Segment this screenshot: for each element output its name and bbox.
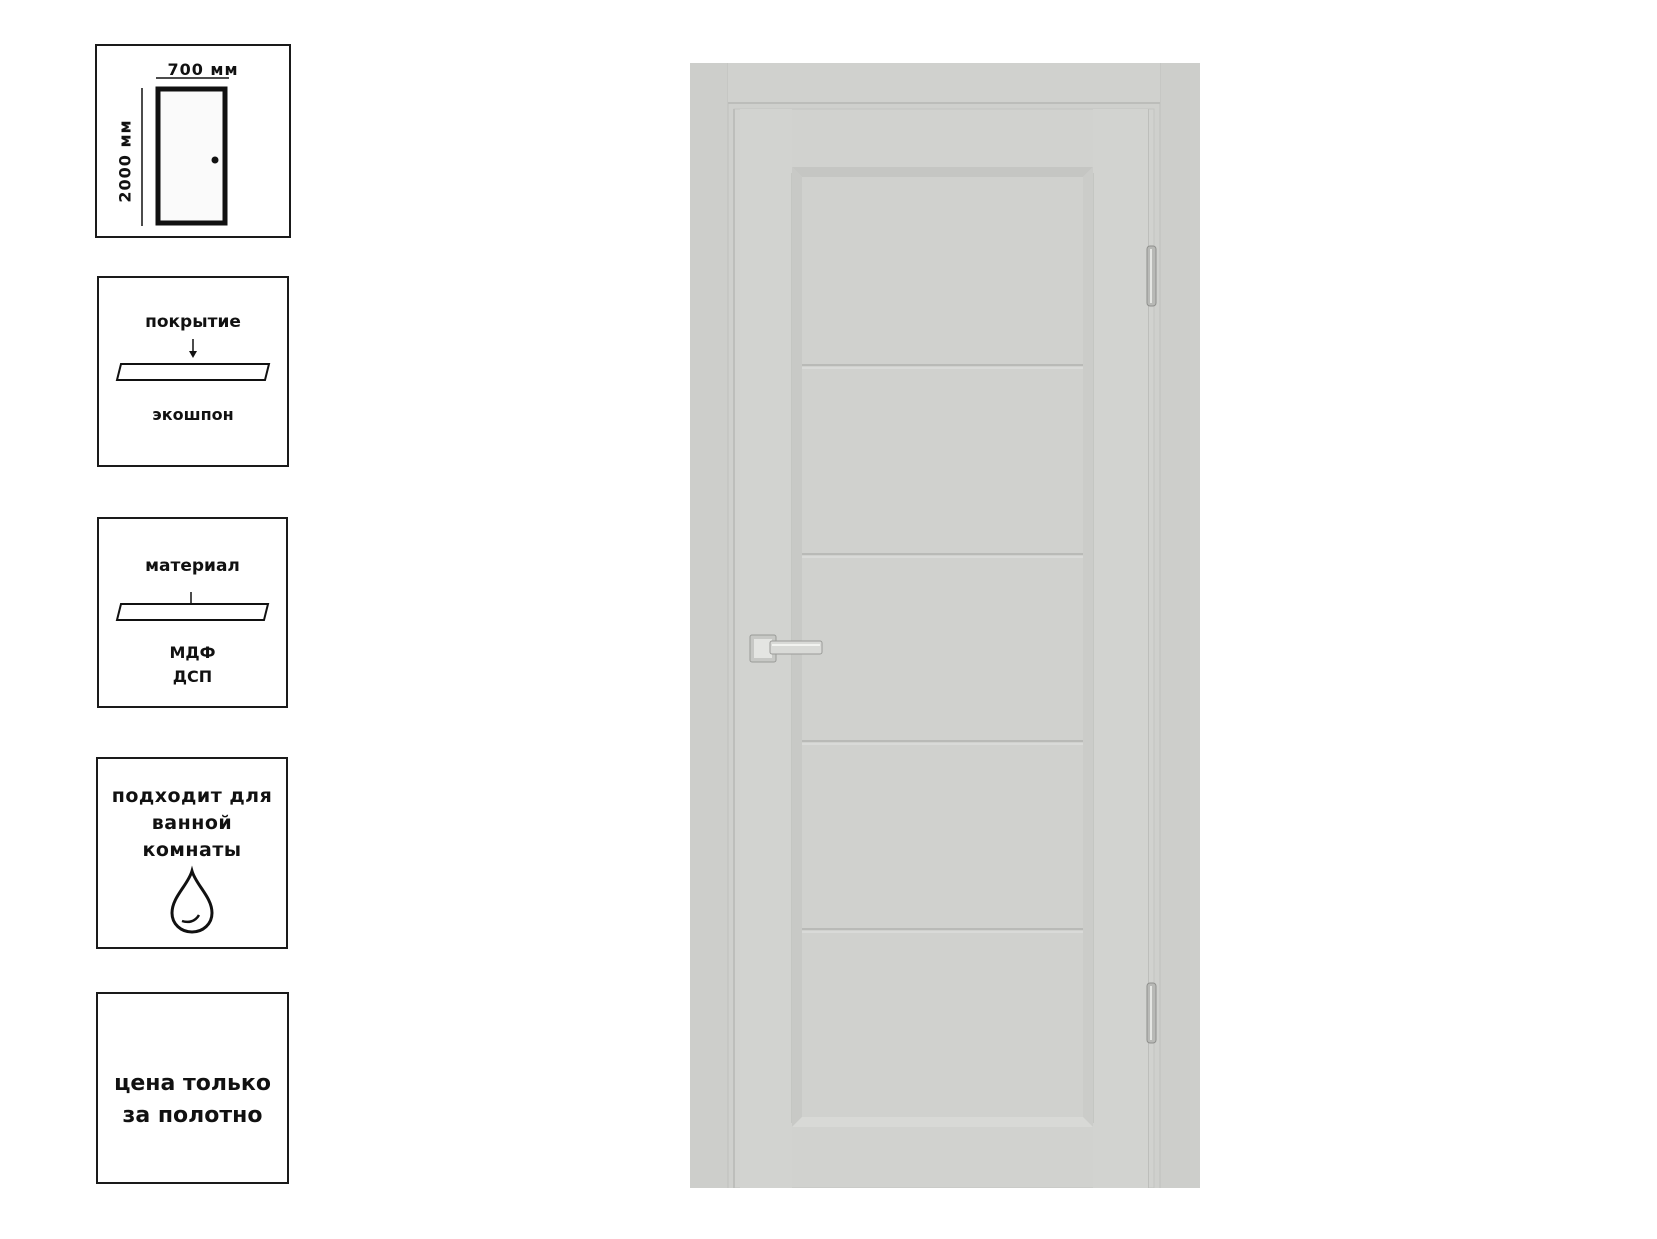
- coating-card: [97, 276, 289, 467]
- price-line-1: цена только: [114, 1071, 271, 1096]
- price-line-2: за полотно: [122, 1103, 263, 1128]
- casing-right: [1160, 63, 1200, 1188]
- hinge-bottom: [1147, 983, 1156, 1043]
- material-label: материал: [145, 556, 240, 576]
- bathroom-card: [96, 757, 288, 949]
- price-card: [96, 992, 289, 1184]
- size-card: [95, 44, 291, 238]
- casing-left: [690, 63, 728, 1188]
- bottom-bevel: [792, 1117, 1093, 1127]
- right-bevel: [1083, 167, 1093, 1127]
- coating-value: экошпон: [152, 405, 234, 424]
- material-card: [97, 517, 288, 708]
- door-image: [690, 63, 1200, 1188]
- door-size-icon: [95, 44, 291, 238]
- layer-arrow-icon: [97, 276, 289, 467]
- water-drop-icon: [96, 757, 288, 949]
- material-value-dsp: ДСП: [172, 667, 213, 686]
- door-illustration: [690, 63, 1200, 1188]
- top-bevel: [792, 167, 1093, 177]
- right-stile: [1093, 109, 1148, 1188]
- width-label: 700 мм: [167, 60, 239, 79]
- coating-label: покрытие: [145, 312, 241, 332]
- bathroom-line-3: комнаты: [142, 839, 242, 861]
- height-label: 2000 мм: [115, 119, 135, 203]
- hinge-top: [1147, 246, 1156, 306]
- bathroom-line-2: ванной: [151, 812, 233, 834]
- bathroom-line-1: подходит для: [111, 785, 273, 807]
- material-value-mdf: МДФ: [169, 643, 216, 662]
- panel-field: [802, 177, 1083, 1117]
